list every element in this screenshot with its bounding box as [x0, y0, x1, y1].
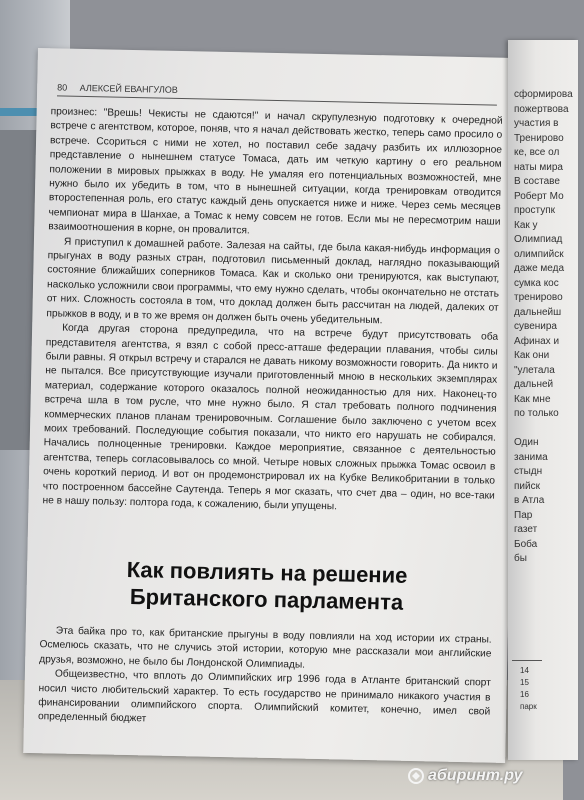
paragraph: Эта байка про то, как британские прыгуны в воду повлияли на ход истории их страны. Осмелюсь сказать, что не случись этой истории, которую мне рассказали мои английские друзья, возможно, не было бы Лондонской Олимпиады. [39, 625, 492, 671]
right-page-line [514, 422, 584, 437]
right-page-line: дальнейш [514, 306, 562, 318]
right-page-line: наты мира [514, 161, 563, 173]
watermark-text: абиринт.ру [428, 767, 523, 784]
page-number: 80 [57, 82, 68, 93]
right-page-line: В составе [514, 176, 560, 187]
right-page-line: Олимпиад [514, 234, 563, 245]
book-page-right [508, 40, 578, 760]
right-page-line: даже меда [514, 263, 565, 274]
right-page-line: в Атла [514, 495, 545, 506]
footnote: парк [520, 702, 537, 711]
footnote: 15 [520, 678, 529, 687]
body-text-section [38, 624, 492, 734]
watermark [408, 767, 523, 785]
right-page-line: Как они [514, 350, 550, 361]
right-page-line: Боба [514, 538, 538, 550]
paragraph: Я приступил к домашней работе. Залезая на сайты, где была какая-нибудь информация о прыгунах в воду разных стран, подготовил письменный доклад, наглядно показывающий состояние ближайших соперников Томаса. Как и сколько они тренируются, как выступают, насколько усложнили свои программы, что ему нужно сделать, чтобы окончательно не отстать от них. Сложность состояла в том, что доклад должен быть рассчитан на людей, далеких от прыжков в воду, и в то же время он должен быть очень убедительным. [46, 236, 500, 326]
right-page-line: ке, все ол [514, 147, 560, 158]
section-title: Как повлиять на решение Британского парламента [126, 556, 408, 615]
paragraph: произнес: "Врешь! Чекисты не сдаются!" и начал скрупулезную подготовку к очередной встрече с агентством, которое, поняв, что я начал действовать жестко, теперь само просило о встрече. Ссориться с ними не хотел, но поставил себе задачу разбить их иллюзорное представление о нынешнем статусе Томаса, дать им четкую картину о его реальном положении в мировых прыжках в воду. Не умаляя его потенциальных возможностей, мне нужно было их убедить в том, что в нынешней ситуации, когда тренировкам отводится второстепенная роль, его статус каждый день опускается ниже и ниже. Через семь месяцев чемпионат мира в Шанхае, а Томас к нему совсем не готов. Если мы не пересмотрим наши взаимоотношения в корне, он провалится. [48, 106, 503, 237]
paragraph: Когда другая сторона предупредила, что на встрече будут присутствовать оба представителя агентства, я взял с собой пресс-атташе федерации плавания, чтобы силы были равны. Я открыл встречу и старался не давать никому возможности говорить. Да никто и не пытался. Все присутствующие изучали приготовленный мною в нескольких экземплярах материал, содержание которого оказалось полной неожиданностью для них. Наконец-то встреча шла в том русле, что мне нужно было. Я стал требовать полного подчинения коммерческих планов планам тренировочным. Соглашение было заключено с учетом всех моих требований. Последующие события показали, что никто его нарушать не собирался. Начались полноценные тренировки. Каждое мероприятие, связанное с деятельностью агентства, теперь согласовывалось со мной. Четыре новых сложных прыжка Томас освоил в очень короткий период. И вот он продемонстрировал их на Кубке Великобритании в только что построенном бассейне Саутенда. Теперь я мог сказать, что счет два – один, но все-таки не в нашу пользу: полтора года, к сожалению, были упущены. [42, 322, 499, 513]
right-page-line: олимпийск [514, 248, 564, 260]
right-page-line: Как мне [514, 393, 551, 405]
right-page-line: "улетала [514, 364, 555, 376]
right-page-line: сформирова [514, 89, 573, 100]
right-page-line: занима [514, 451, 548, 463]
right-page-line: бы [514, 553, 527, 564]
right-page-line: газет [514, 524, 538, 535]
right-page-line: проступк [514, 205, 556, 216]
running-header [57, 82, 497, 101]
right-page-line: Как у [514, 219, 538, 231]
book-page-left [23, 48, 520, 763]
author-name: АЛЕКСЕЙ ЕВАНГУЛОВ [79, 82, 178, 95]
right-page-line: участия в [514, 118, 559, 129]
right-page-line: по только [514, 408, 559, 419]
right-page-line: Тренирово [514, 132, 564, 144]
footnote-rule [512, 660, 542, 661]
right-page-line: тренирово [514, 292, 563, 303]
right-page-line: Роберт Мо [514, 190, 564, 202]
right-page-line: пийск [514, 480, 540, 492]
footnotes [520, 665, 537, 713]
right-page-line: дальней [514, 379, 554, 390]
right-page-line: сумка кос [514, 277, 559, 289]
right-page-line: сувенира [514, 321, 557, 332]
right-page-line: Афинах и [514, 335, 560, 347]
footnote: 16 [520, 690, 529, 699]
right-page-line: Один [514, 437, 539, 448]
right-page-line: стыдн [514, 466, 543, 477]
footnote: 14 [520, 666, 529, 675]
right-page-text [514, 88, 584, 567]
right-page-line: пожертвова [514, 103, 569, 115]
body-text [42, 105, 502, 518]
labirint-logo-icon [408, 768, 424, 784]
paragraph: Общеизвестно, что вплоть до Олимпийских игр 1996 года в Атланте британский спорт носил чисто любительский характер. То есть государство не принимало никакого участия в финансировании олимпийского спорта. Олимпийский комитет, конечно, имел свой определенный бюджет [37, 668, 491, 725]
right-page-line: Пар [514, 509, 533, 521]
